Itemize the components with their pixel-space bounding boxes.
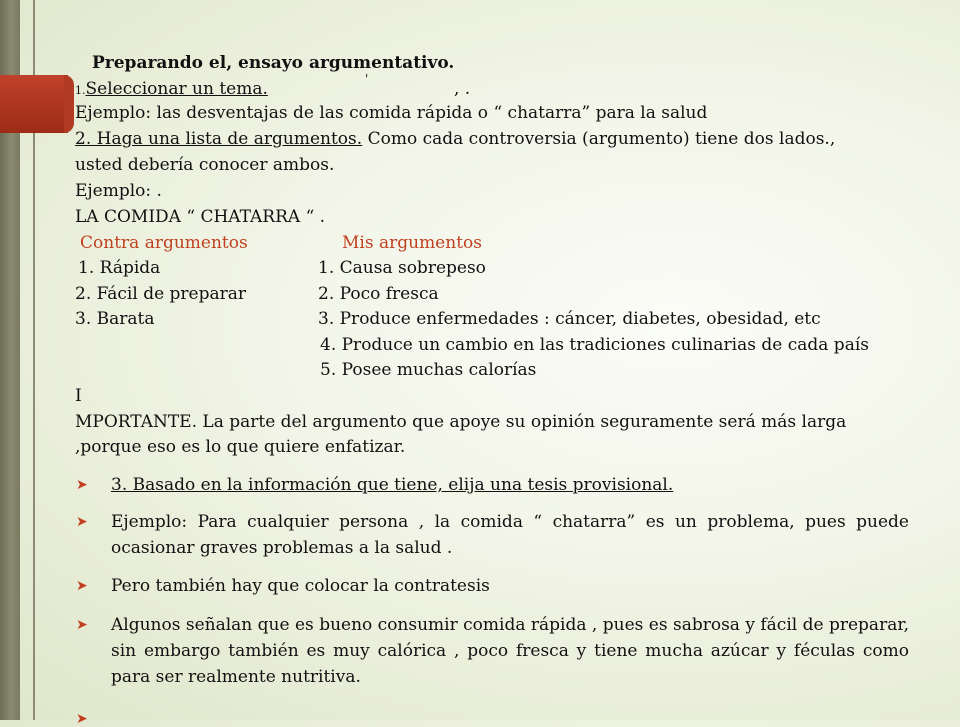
step1-number: 1.	[75, 84, 86, 97]
bullet-counterargument: Algunos señalan que es bueno consumir comida rápida , pues es sabrosa y fácil de preparar, sin embargo también es muy calórica , poco fresca y tiene mucha azúcar y féculas como para ser realmente nutritiva.	[111, 615, 909, 687]
arrow-right-icon: ➤	[76, 711, 88, 727]
page-title: Preparando el, ensayo argumentativo.	[92, 53, 455, 73]
important-initial: I	[75, 386, 82, 406]
step1-line	[75, 81, 268, 98]
bullet-contratesis: Pero también hay que colocar la contratesis	[111, 576, 490, 596]
arrow-right-icon: ➤	[76, 617, 88, 633]
step2-label: 2. Haga una lista de argumentos.	[75, 129, 363, 149]
example1-line: Ejemplo: las desventajas de las comida rápida o “ chatarra” para la salud	[75, 103, 708, 123]
topic-line: LA COMIDA “ CHATARRA “ .	[75, 207, 326, 227]
step1-marks: , .	[454, 79, 471, 99]
red-accent-tab	[0, 75, 68, 133]
mis-item: 1. Causa sobrepeso	[318, 258, 486, 278]
important-line1: MPORTANTE. La parte del argumento que apoye su opinión seguramente será más larga	[75, 412, 847, 432]
red-accent-cap	[64, 75, 74, 133]
mis-item: 3. Produce enfermedades : cáncer, diabetes, obesidad, etc	[318, 309, 821, 329]
arrow-right-icon: ➤	[76, 477, 88, 493]
step2-rest: Como cada controversia (argumento) tiene dos lados.,	[362, 129, 836, 149]
bullet-example: Ejemplo: Para cualquier persona , la comida “ chatarra” es un problema, pues puede ocasionar graves problemas a la salud .	[111, 512, 909, 558]
mis-item: 4. Produce un cambio en las tradiciones culinarias de cada país	[320, 335, 869, 355]
contra-item: 3. Barata	[75, 309, 155, 329]
contra-header: Contra argumentos	[80, 233, 248, 253]
contra-item: 2. Fácil de preparar	[75, 284, 247, 304]
step1-text: Seleccionar un tema.	[85, 79, 268, 99]
example2-line: Ejemplo: .	[75, 181, 162, 201]
mis-item: 2. Poco fresca	[318, 284, 439, 304]
step1-tick: '	[365, 72, 369, 86]
important-line2: ,porque eso es lo que quiere enfatizar.	[75, 437, 406, 457]
step2-line2: usted debería conocer ambos.	[75, 155, 335, 175]
mis-item: 5. Posee muchas calorías	[320, 360, 537, 380]
step2-line	[75, 131, 835, 148]
contra-item: 1. Rápida	[78, 258, 161, 278]
arrow-right-icon: ➤	[76, 578, 88, 594]
bullet-thesis	[111, 472, 909, 498]
mis-header: Mis argumentos	[342, 233, 482, 253]
arrow-right-icon: ➤	[76, 514, 88, 530]
bullet-thesis-text: 3. Basado en la información que tiene, elija una tesis provisional.	[111, 475, 674, 495]
